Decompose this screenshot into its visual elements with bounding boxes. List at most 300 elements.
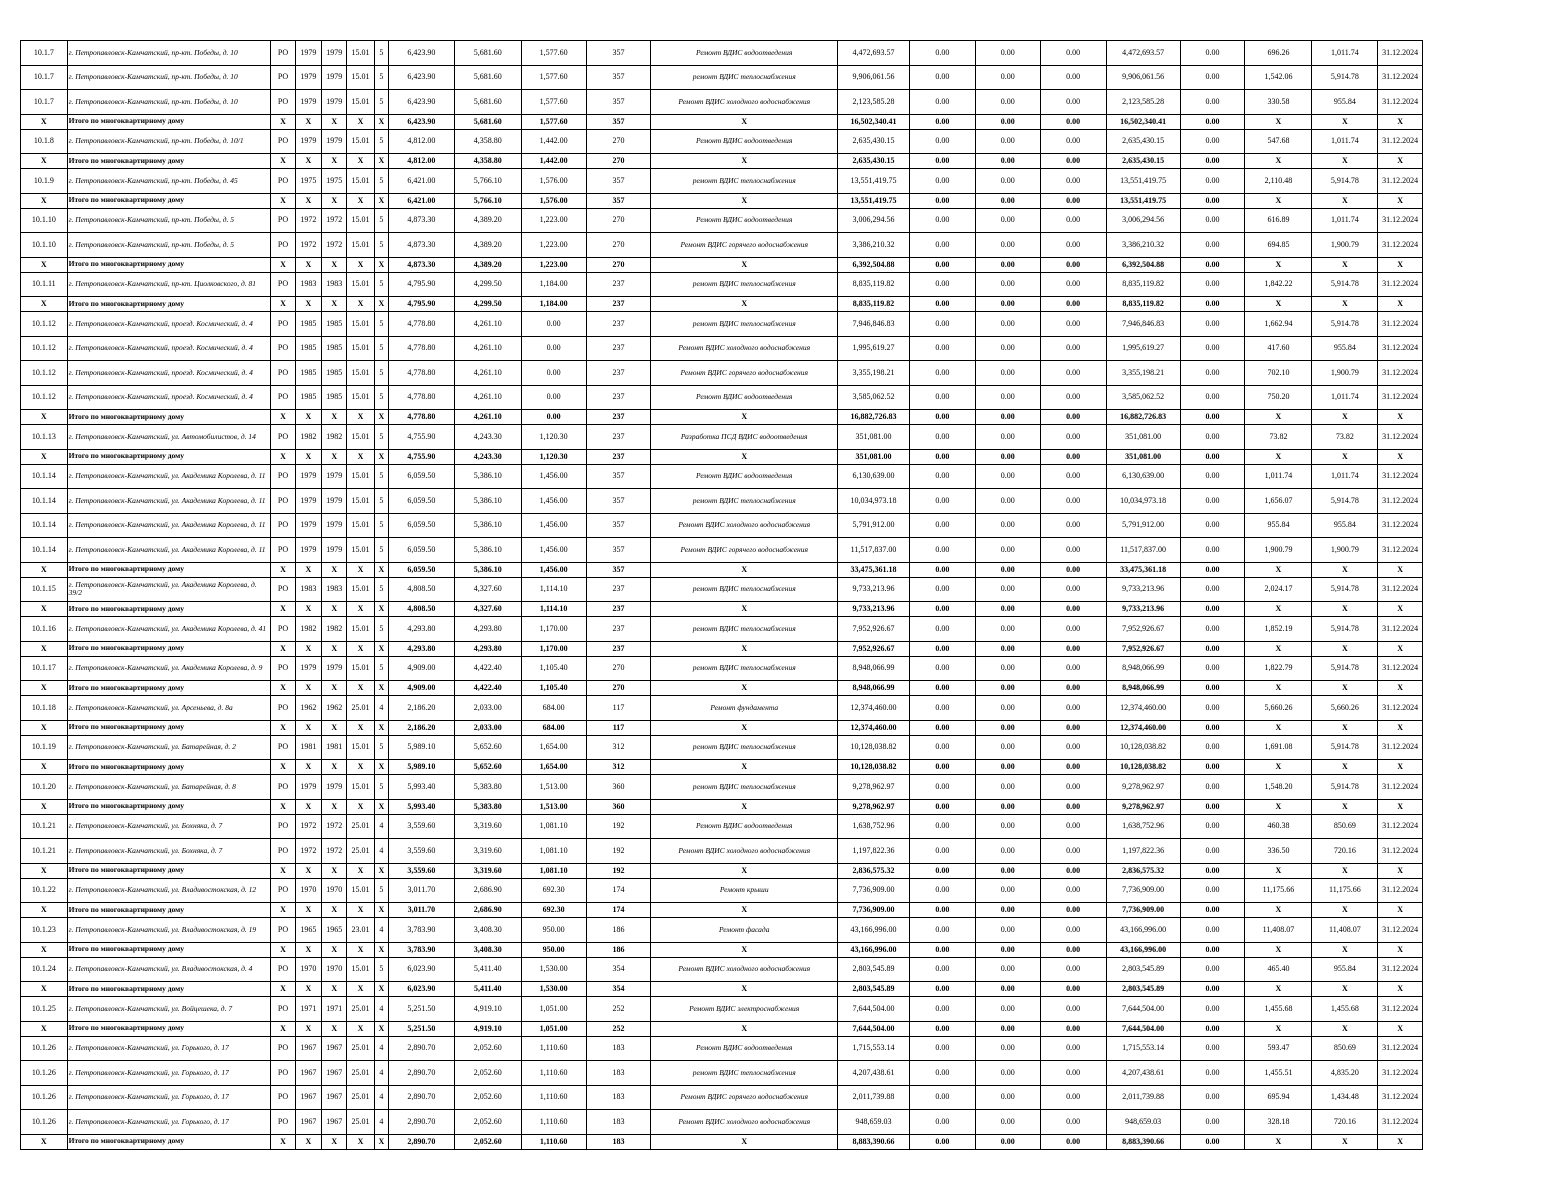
cell-commission-year: 1979 — [322, 656, 347, 681]
cell-address: г. Петропавловск-Камчатский, пр-кт. Победы, д. 10 — [67, 90, 271, 115]
cell-other-funds: 0.00 — [1180, 489, 1245, 514]
repair-plan-table — [20, 40, 1423, 1150]
cell-residents: 357 — [586, 489, 651, 514]
cell-commission-year: 1967 — [322, 1061, 347, 1086]
cell-municipal-funds: 0.00 — [1040, 957, 1106, 982]
cell-regional-funds: 0.00 — [975, 602, 1040, 617]
cell-max-unit-cost: 955.84 — [1312, 90, 1378, 115]
cell-unit-cost: X — [1245, 154, 1312, 169]
cell-federal-funds: 0.00 — [909, 997, 975, 1022]
cell-work-type: Ремонт ВДИС горячего водоснабжения — [651, 538, 838, 563]
table-row — [21, 1085, 1423, 1110]
cell-federal-funds: 0.00 — [909, 449, 975, 464]
cell-wall-material-code: 15.01 — [347, 513, 374, 538]
cell-nonliving-area: 1,110.60 — [521, 1085, 586, 1110]
cell-build-year: X — [295, 1021, 321, 1036]
cell-municipal-funds: 0.00 — [1040, 449, 1106, 464]
cell-floors: X — [374, 863, 388, 878]
cell-living-area: 4,919.10 — [454, 997, 521, 1022]
cell-other-funds: 0.00 — [1180, 169, 1245, 194]
cell-build-year: X — [295, 297, 321, 312]
cell-floors: 5 — [374, 957, 388, 982]
cell-residents: 237 — [586, 425, 651, 450]
cell-category: X — [271, 114, 295, 129]
cell-address: Итого по многоквартирному дому — [67, 297, 271, 312]
cell-total-area: 3,783.90 — [388, 918, 454, 943]
cell-nonliving-area: 1,654.00 — [521, 735, 586, 760]
cell-max-unit-cost: 1,011.74 — [1312, 208, 1378, 233]
cell-nonliving-area: 684.00 — [521, 720, 586, 735]
cell-total-cost: 8,883,390.66 — [837, 1134, 909, 1149]
cell-total-area: 4,808.50 — [388, 577, 454, 602]
cell-other-funds: 0.00 — [1180, 878, 1245, 903]
cell-total-area: 6,023.90 — [388, 957, 454, 982]
cell-completion-date: 31.12.2024 — [1378, 918, 1423, 943]
cell-item-number: 10.1.15 — [21, 577, 68, 602]
cell-category: РО — [271, 735, 295, 760]
cell-living-area: 5,652.60 — [454, 760, 521, 775]
cell-floors: 5 — [374, 233, 388, 258]
cell-commission-year: 1985 — [322, 385, 347, 410]
cell-owner-funds: 1,197,822.36 — [1106, 839, 1180, 864]
cell-owner-funds: 7,736,909.00 — [1106, 878, 1180, 903]
cell-commission-year: X — [322, 863, 347, 878]
cell-regional-funds: 0.00 — [975, 65, 1040, 90]
cell-completion-date: X — [1378, 681, 1423, 696]
cell-living-area: 5,766.10 — [454, 169, 521, 194]
cell-address: г. Петропавловск-Камчатский, ул. Академика Королева, д. 9 — [67, 656, 271, 681]
cell-floors: 4 — [374, 1061, 388, 1086]
cell-category: РО — [271, 361, 295, 386]
cell-floors: 5 — [374, 513, 388, 538]
cell-max-unit-cost: 5,914.78 — [1312, 169, 1378, 194]
cell-total-area: 4,778.80 — [388, 410, 454, 425]
cell-living-area: 5,383.80 — [454, 799, 521, 814]
cell-nonliving-area: 1,530.00 — [521, 957, 586, 982]
cell-regional-funds: 0.00 — [975, 449, 1040, 464]
cell-other-funds: 0.00 — [1180, 193, 1245, 208]
cell-other-funds: 0.00 — [1180, 562, 1245, 577]
cell-federal-funds: 0.00 — [909, 617, 975, 642]
cell-owner-funds: 13,551,419.75 — [1106, 169, 1180, 194]
cell-item-number: X — [21, 1134, 68, 1149]
cell-nonliving-area: 1,105.40 — [521, 681, 586, 696]
cell-commission-year: 1981 — [322, 735, 347, 760]
cell-item-number: X — [21, 1021, 68, 1036]
cell-wall-material-code: 23.01 — [347, 918, 374, 943]
cell-living-area: 4,261.10 — [454, 410, 521, 425]
cell-federal-funds: 0.00 — [909, 839, 975, 864]
table-row — [21, 90, 1423, 115]
cell-residents: 117 — [586, 720, 651, 735]
cell-owner-funds: 7,736,909.00 — [1106, 903, 1180, 918]
cell-unit-cost: 593.47 — [1245, 1036, 1312, 1061]
cell-max-unit-cost: 720.16 — [1312, 1110, 1378, 1135]
cell-residents: 270 — [586, 656, 651, 681]
cell-total-area: 6,423.90 — [388, 41, 454, 66]
cell-category: X — [271, 297, 295, 312]
total-row — [21, 903, 1423, 918]
cell-wall-material-code: 15.01 — [347, 385, 374, 410]
cell-address: Итого по многоквартирному дому — [67, 863, 271, 878]
cell-wall-material-code: 15.01 — [347, 233, 374, 258]
cell-category: X — [271, 449, 295, 464]
table-row — [21, 538, 1423, 563]
table-row — [21, 814, 1423, 839]
cell-municipal-funds: 0.00 — [1040, 681, 1106, 696]
cell-total-area: 4,795.90 — [388, 272, 454, 297]
cell-wall-material-code: X — [347, 760, 374, 775]
cell-address: Итого по многоквартирному дому — [67, 154, 271, 169]
cell-unit-cost: X — [1245, 641, 1312, 656]
cell-regional-funds: 0.00 — [975, 385, 1040, 410]
cell-completion-date: X — [1378, 720, 1423, 735]
cell-residents: 270 — [586, 257, 651, 272]
cell-work-type: X — [651, 982, 838, 997]
cell-category: X — [271, 863, 295, 878]
cell-commission-year: X — [322, 449, 347, 464]
cell-total-cost: 11,517,837.00 — [837, 538, 909, 563]
cell-wall-material-code: 15.01 — [347, 957, 374, 982]
cell-nonliving-area: 1,051.00 — [521, 997, 586, 1022]
cell-owner-funds: 33,475,361.18 — [1106, 562, 1180, 577]
cell-nonliving-area: 1,110.60 — [521, 1061, 586, 1086]
cell-regional-funds: 0.00 — [975, 577, 1040, 602]
cell-federal-funds: 0.00 — [909, 1021, 975, 1036]
cell-item-number: 10.1.26 — [21, 1061, 68, 1086]
cell-build-year: X — [295, 863, 321, 878]
cell-completion-date: X — [1378, 449, 1423, 464]
cell-federal-funds: 0.00 — [909, 957, 975, 982]
cell-address: г. Петропавловск-Камчатский, ул. Академика Королева, д. 11 — [67, 538, 271, 563]
cell-total-area: 6,421.00 — [388, 193, 454, 208]
cell-total-area: 6,059.50 — [388, 562, 454, 577]
cell-nonliving-area: 1,456.00 — [521, 489, 586, 514]
cell-work-type: X — [651, 449, 838, 464]
cell-federal-funds: 0.00 — [909, 114, 975, 129]
cell-residents: 252 — [586, 1021, 651, 1036]
cell-total-cost: 7,644,504.00 — [837, 997, 909, 1022]
cell-completion-date: X — [1378, 193, 1423, 208]
cell-build-year: 1967 — [295, 1061, 321, 1086]
cell-total-area: 3,783.90 — [388, 942, 454, 957]
cell-municipal-funds: 0.00 — [1040, 208, 1106, 233]
cell-unit-cost: X — [1245, 903, 1312, 918]
cell-total-cost: 13,551,419.75 — [837, 193, 909, 208]
cell-work-type: Ремонт ВДИС холодного водоснабжения — [651, 839, 838, 864]
cell-nonliving-area: 1,081.10 — [521, 863, 586, 878]
cell-unit-cost: 1,691.08 — [1245, 735, 1312, 760]
cell-max-unit-cost: 850.69 — [1312, 1036, 1378, 1061]
cell-regional-funds: 0.00 — [975, 513, 1040, 538]
cell-nonliving-area: 1,051.00 — [521, 1021, 586, 1036]
cell-regional-funds: 0.00 — [975, 775, 1040, 800]
cell-floors: X — [374, 297, 388, 312]
cell-residents: 312 — [586, 735, 651, 760]
cell-regional-funds: 0.00 — [975, 312, 1040, 337]
cell-municipal-funds: 0.00 — [1040, 90, 1106, 115]
cell-living-area: 4,358.80 — [454, 154, 521, 169]
cell-other-funds: 0.00 — [1180, 681, 1245, 696]
cell-category: X — [271, 681, 295, 696]
cell-wall-material-code: X — [347, 193, 374, 208]
cell-category: РО — [271, 538, 295, 563]
cell-category: РО — [271, 336, 295, 361]
cell-work-type: Ремонт ВДИС водоотведения — [651, 208, 838, 233]
cell-owner-funds: 2,011,739.88 — [1106, 1085, 1180, 1110]
cell-federal-funds: 0.00 — [909, 1110, 975, 1135]
cell-other-funds: 0.00 — [1180, 385, 1245, 410]
cell-item-number: 10.1.12 — [21, 385, 68, 410]
cell-municipal-funds: 0.00 — [1040, 997, 1106, 1022]
cell-wall-material-code: 15.01 — [347, 272, 374, 297]
cell-max-unit-cost: X — [1312, 799, 1378, 814]
cell-work-type: X — [651, 602, 838, 617]
table-row — [21, 577, 1423, 602]
cell-municipal-funds: 0.00 — [1040, 489, 1106, 514]
cell-residents: 237 — [586, 336, 651, 361]
cell-item-number: X — [21, 982, 68, 997]
cell-living-area: 4,389.20 — [454, 208, 521, 233]
cell-residents: 270 — [586, 233, 651, 258]
cell-item-number: X — [21, 760, 68, 775]
table-row — [21, 169, 1423, 194]
cell-build-year: 1962 — [295, 696, 321, 721]
table-row — [21, 918, 1423, 943]
cell-item-number: 10.1.18 — [21, 696, 68, 721]
cell-living-area: 4,243.30 — [454, 449, 521, 464]
cell-owner-funds: 351,081.00 — [1106, 449, 1180, 464]
cell-total-area: 5,251.50 — [388, 1021, 454, 1036]
cell-commission-year: 1967 — [322, 1085, 347, 1110]
cell-build-year: 1979 — [295, 513, 321, 538]
cell-regional-funds: 0.00 — [975, 735, 1040, 760]
cell-wall-material-code: 15.01 — [347, 169, 374, 194]
cell-residents: 357 — [586, 65, 651, 90]
cell-unit-cost: 1,822.79 — [1245, 656, 1312, 681]
cell-living-area: 3,319.60 — [454, 839, 521, 864]
cell-category: РО — [271, 1061, 295, 1086]
cell-category: X — [271, 410, 295, 425]
cell-other-funds: 0.00 — [1180, 997, 1245, 1022]
cell-municipal-funds: 0.00 — [1040, 41, 1106, 66]
cell-living-area: 5,386.10 — [454, 538, 521, 563]
cell-residents: 183 — [586, 1134, 651, 1149]
cell-federal-funds: 0.00 — [909, 681, 975, 696]
cell-total-area: 5,993.40 — [388, 775, 454, 800]
cell-nonliving-area: 0.00 — [521, 385, 586, 410]
cell-living-area: 5,681.60 — [454, 90, 521, 115]
cell-total-area: 6,421.00 — [388, 169, 454, 194]
cell-owner-funds: 43,166,996.00 — [1106, 942, 1180, 957]
cell-work-type: ремонт ВДИС теплоснабжения — [651, 169, 838, 194]
cell-max-unit-cost: 5,914.78 — [1312, 489, 1378, 514]
table-row — [21, 957, 1423, 982]
cell-max-unit-cost: 73.82 — [1312, 425, 1378, 450]
cell-work-type: X — [651, 1134, 838, 1149]
cell-address: Итого по многоквартирному дому — [67, 681, 271, 696]
cell-completion-date: 31.12.2024 — [1378, 957, 1423, 982]
cell-regional-funds: 0.00 — [975, 538, 1040, 563]
cell-commission-year: 1967 — [322, 1110, 347, 1135]
cell-address: Итого по многоквартирному дому — [67, 641, 271, 656]
total-row — [21, 410, 1423, 425]
cell-max-unit-cost: X — [1312, 1134, 1378, 1149]
cell-unit-cost: 750.20 — [1245, 385, 1312, 410]
cell-other-funds: 0.00 — [1180, 154, 1245, 169]
cell-nonliving-area: 1,456.00 — [521, 538, 586, 563]
cell-federal-funds: 0.00 — [909, 903, 975, 918]
cell-wall-material-code: X — [347, 942, 374, 957]
cell-address: г. Петропавловск-Камчатский, проезд. Космический, д. 4 — [67, 336, 271, 361]
table-row — [21, 513, 1423, 538]
cell-regional-funds: 0.00 — [975, 799, 1040, 814]
cell-living-area: 4,243.30 — [454, 425, 521, 450]
cell-total-area: 4,293.80 — [388, 641, 454, 656]
cell-total-area: 3,559.60 — [388, 839, 454, 864]
cell-category: РО — [271, 489, 295, 514]
cell-owner-funds: 10,128,038.82 — [1106, 735, 1180, 760]
cell-category: РО — [271, 839, 295, 864]
cell-owner-funds: 12,374,460.00 — [1106, 720, 1180, 735]
cell-work-type: X — [651, 681, 838, 696]
cell-living-area: 4,919.10 — [454, 1021, 521, 1036]
cell-total-cost: 2,011,739.88 — [837, 1085, 909, 1110]
cell-wall-material-code: 15.01 — [347, 208, 374, 233]
cell-max-unit-cost: 1,900.79 — [1312, 538, 1378, 563]
cell-other-funds: 0.00 — [1180, 361, 1245, 386]
cell-floors: X — [374, 193, 388, 208]
cell-category: X — [271, 562, 295, 577]
cell-regional-funds: 0.00 — [975, 617, 1040, 642]
cell-regional-funds: 0.00 — [975, 839, 1040, 864]
table-row — [21, 696, 1423, 721]
cell-unit-cost: X — [1245, 562, 1312, 577]
cell-unit-cost: X — [1245, 799, 1312, 814]
cell-completion-date: 31.12.2024 — [1378, 656, 1423, 681]
cell-regional-funds: 0.00 — [975, 464, 1040, 489]
cell-residents: 174 — [586, 903, 651, 918]
cell-completion-date: 31.12.2024 — [1378, 775, 1423, 800]
cell-wall-material-code: 15.01 — [347, 878, 374, 903]
cell-living-area: 2,052.60 — [454, 1061, 521, 1086]
cell-wall-material-code: 15.01 — [347, 538, 374, 563]
cell-living-area: 5,383.80 — [454, 775, 521, 800]
cell-build-year: 1983 — [295, 272, 321, 297]
cell-federal-funds: 0.00 — [909, 272, 975, 297]
cell-residents: 357 — [586, 513, 651, 538]
cell-category: РО — [271, 425, 295, 450]
cell-other-funds: 0.00 — [1180, 577, 1245, 602]
cell-living-area: 2,052.60 — [454, 1036, 521, 1061]
cell-wall-material-code: 25.01 — [347, 1110, 374, 1135]
cell-other-funds: 0.00 — [1180, 129, 1245, 154]
cell-commission-year: X — [322, 562, 347, 577]
cell-residents: 360 — [586, 799, 651, 814]
cell-floors: 5 — [374, 129, 388, 154]
cell-max-unit-cost: X — [1312, 1021, 1378, 1036]
cell-unit-cost: 955.84 — [1245, 513, 1312, 538]
cell-other-funds: 0.00 — [1180, 1021, 1245, 1036]
cell-item-number: 10.1.12 — [21, 336, 68, 361]
cell-nonliving-area: 1,456.00 — [521, 513, 586, 538]
cell-commission-year: X — [322, 193, 347, 208]
cell-category: X — [271, 982, 295, 997]
cell-category: РО — [271, 617, 295, 642]
cell-unit-cost: 1,455.51 — [1245, 1061, 1312, 1086]
cell-floors: 4 — [374, 696, 388, 721]
cell-municipal-funds: 0.00 — [1040, 982, 1106, 997]
cell-other-funds: 0.00 — [1180, 425, 1245, 450]
cell-work-type: ремонт ВДИС теплоснабжения — [651, 775, 838, 800]
cell-residents: 117 — [586, 696, 651, 721]
cell-federal-funds: 0.00 — [909, 696, 975, 721]
cell-owner-funds: 8,835,119.82 — [1106, 272, 1180, 297]
cell-total-cost: 351,081.00 — [837, 425, 909, 450]
cell-build-year: 1985 — [295, 385, 321, 410]
cell-regional-funds: 0.00 — [975, 696, 1040, 721]
cell-residents: 237 — [586, 297, 651, 312]
cell-municipal-funds: 0.00 — [1040, 169, 1106, 194]
cell-municipal-funds: 0.00 — [1040, 297, 1106, 312]
cell-category: РО — [271, 312, 295, 337]
total-row — [21, 602, 1423, 617]
cell-max-unit-cost: 5,914.78 — [1312, 272, 1378, 297]
cell-commission-year: 1985 — [322, 312, 347, 337]
cell-category: X — [271, 1134, 295, 1149]
cell-commission-year: X — [322, 1134, 347, 1149]
cell-total-area: 4,778.80 — [388, 312, 454, 337]
cell-max-unit-cost: 5,914.78 — [1312, 656, 1378, 681]
cell-work-type: Ремонт ВДИС холодного водоснабжения — [651, 513, 838, 538]
cell-total-area: 2,186.20 — [388, 720, 454, 735]
cell-build-year: 1985 — [295, 336, 321, 361]
cell-regional-funds: 0.00 — [975, 681, 1040, 696]
cell-living-area: 4,261.10 — [454, 385, 521, 410]
cell-total-cost: 8,948,066.99 — [837, 656, 909, 681]
cell-regional-funds: 0.00 — [975, 154, 1040, 169]
cell-address: г. Петропавловск-Камчатский, пр-кт. Победы, д. 10 — [67, 41, 271, 66]
cell-total-cost: 351,081.00 — [837, 449, 909, 464]
cell-residents: 360 — [586, 775, 651, 800]
cell-nonliving-area: 1,081.10 — [521, 814, 586, 839]
cell-regional-funds: 0.00 — [975, 208, 1040, 233]
cell-federal-funds: 0.00 — [909, 297, 975, 312]
cell-wall-material-code: X — [347, 720, 374, 735]
cell-total-area: 4,755.90 — [388, 449, 454, 464]
cell-address: г. Петропавловск-Камчатский, ул. Бохняка, д. 7 — [67, 814, 271, 839]
cell-unit-cost: 547.68 — [1245, 129, 1312, 154]
cell-address: г. Петропавловск-Камчатский, ул. Батарейная, д. 2 — [67, 735, 271, 760]
total-row — [21, 760, 1423, 775]
cell-total-cost: 1,715,553.14 — [837, 1036, 909, 1061]
cell-completion-date: X — [1378, 1134, 1423, 1149]
cell-total-cost: 7,644,504.00 — [837, 1021, 909, 1036]
cell-floors: X — [374, 942, 388, 957]
cell-regional-funds: 0.00 — [975, 641, 1040, 656]
cell-other-funds: 0.00 — [1180, 90, 1245, 115]
cell-floors: X — [374, 1134, 388, 1149]
cell-build-year: 1967 — [295, 1110, 321, 1135]
cell-floors: 4 — [374, 997, 388, 1022]
cell-municipal-funds: 0.00 — [1040, 257, 1106, 272]
cell-completion-date: X — [1378, 760, 1423, 775]
cell-category: РО — [271, 957, 295, 982]
cell-unit-cost: X — [1245, 1021, 1312, 1036]
cell-living-area: 5,386.10 — [454, 489, 521, 514]
cell-item-number: 10.1.22 — [21, 878, 68, 903]
cell-regional-funds: 0.00 — [975, 193, 1040, 208]
